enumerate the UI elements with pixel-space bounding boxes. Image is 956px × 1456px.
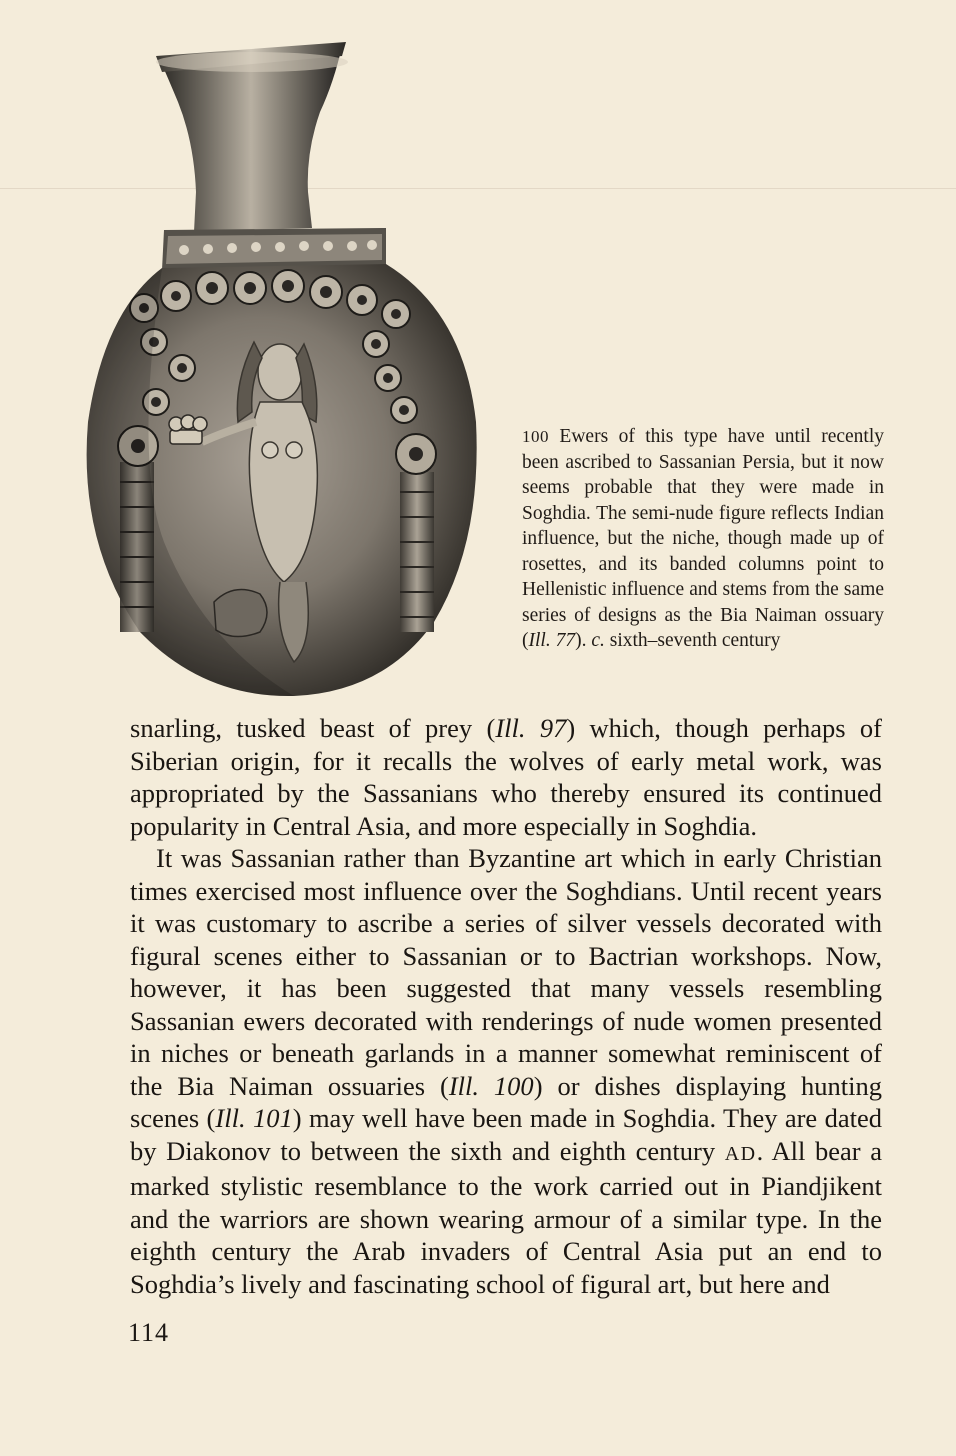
p2-illustration-ref-100: Ill. 100 bbox=[448, 1070, 534, 1101]
body-text bbox=[130, 712, 882, 1300]
ewer-image bbox=[84, 42, 484, 698]
paragraph-1 bbox=[130, 712, 882, 842]
caption-text-after-ref: ). bbox=[575, 630, 592, 651]
p1-text-a: snarling, tusked beast of prey ( bbox=[130, 713, 496, 743]
p2-text-d: . All bear a marked stylistic resemblance to the work carried out in Piandjikent and the warriors are shown wearing armour of a similar type. In the eighth century the Arab invaders of Central Asia put an end to Soghdia’s lively and fascinating school of figural art, but here and bbox=[130, 1135, 882, 1299]
p2-text-b: ) or dishes displaying hunting scenes ( bbox=[130, 1070, 882, 1133]
caption-illustration-ref: Ill. 77 bbox=[528, 630, 576, 651]
caption-circa: c. bbox=[591, 630, 605, 651]
caption-date: sixth–seventh century bbox=[604, 630, 781, 651]
p1-text-b: ) which, though perhaps of Siberian origin, for it recalls the wolves of early metal work, was appropriated by the Sassanians who thereby ensured its continued popularity in Central Asia, and more especially in Soghdia. bbox=[130, 713, 882, 841]
caption-text: Ewers of this type have until recently been ascribed to Sassanian Persia, but it now seems probable that they were made in Soghdia. The semi-nude figure reflects Indian influence, but the niche, though made up of rosettes, and its banded columns point to Hellenistic influence and stems from the same series of designs as the Bia Naiman ossuary ( bbox=[522, 426, 884, 651]
p2-era-ad: AD bbox=[724, 1142, 757, 1165]
p2-illustration-ref-101: Ill. 101 bbox=[215, 1103, 293, 1133]
p1-illustration-ref: Ill. 97 bbox=[495, 713, 567, 743]
caption-number: 100 bbox=[522, 427, 549, 446]
ewer-illustration bbox=[84, 42, 484, 698]
p2-text-c: ) may well have been made in Soghdia. They are dated by Diakonov to between the sixth and eighth century bbox=[130, 1103, 882, 1166]
figure-caption bbox=[522, 424, 884, 654]
page-number: 114 bbox=[128, 1318, 170, 1347]
paragraph-2 bbox=[130, 842, 882, 1300]
p2-text-a: It was Sassanian rather than Byzantine art which in early Christian times exercised most influence over the Soghdians. Until recent years it was customary to ascribe a series of silver vessels decorated with figural scenes either to Sassanian or to Bactrian workshops. Now, however, it has been suggested that many vessels resembling Sassanian ewers decorated with renderings of nude women presented in niches or beneath garlands in a manner somewhat reminiscent of the Bia Naiman ossuaries ( bbox=[130, 843, 882, 1101]
